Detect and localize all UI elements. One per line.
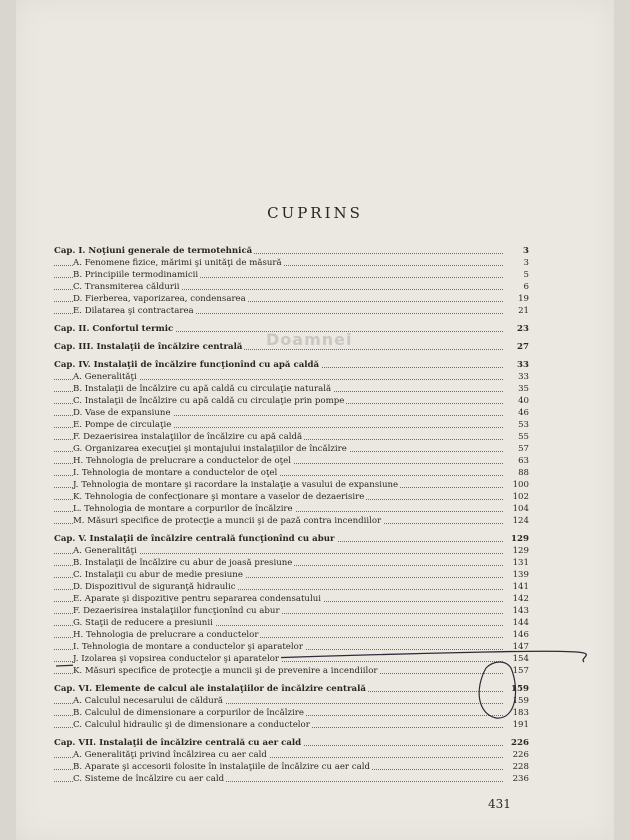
- toc-entry-label: J. Tehnologia de montare şi racordare la instalaţie a vasului de expansiune: [73, 480, 399, 490]
- toc-page-number: 63: [503, 455, 529, 467]
- toc-page-number: 131: [503, 557, 529, 569]
- toc-page-number: 236: [503, 773, 529, 785]
- toc-section-row: [54, 395, 529, 407]
- toc-entry-label: Cap. II. Confortul termic: [54, 324, 174, 334]
- toc-page-number: 146: [503, 629, 529, 641]
- toc-page-number: 228: [503, 761, 529, 773]
- toc-page-number: 3: [503, 245, 529, 257]
- toc-page-number: 23: [503, 323, 529, 335]
- toc-page-number: 100: [503, 479, 529, 491]
- toc-section-row: [54, 629, 529, 641]
- toc-entry-label: A. Fenomene fizice, mărimi şi unităţi de măsură: [73, 258, 282, 268]
- toc-entry-label: Cap. VII. Instalaţii de încălzire centrală cu aer cald: [54, 738, 302, 748]
- toc-entry-label: B. Principiile termodinamicii: [73, 270, 199, 280]
- toc-page-number: 142: [503, 593, 529, 605]
- toc-entry-label: Cap. V. Instalaţii de încălzire centrală funcţionînd cu abur: [54, 534, 335, 544]
- toc-entry-label: Cap. VI. Elemente de calcul ale instalaţiilor de încălzire centrală: [54, 684, 366, 694]
- toc-section-row: [54, 257, 529, 269]
- toc-section-row: [54, 593, 529, 605]
- toc-entry-label: D. Dispozitivul de siguranţă hidraulic: [73, 582, 236, 592]
- page-number: 431: [488, 797, 511, 811]
- toc-page-number: 226: [503, 737, 529, 749]
- toc-section-row: [54, 515, 529, 527]
- toc-entry-label: H. Tehnologia de prelucrare a conductelor: [73, 630, 259, 640]
- toc-section-row: [54, 581, 529, 593]
- toc-entry-label: E. Aparate şi dispozitive pentru separarea condensatului: [73, 594, 321, 604]
- toc-section-row: [54, 617, 529, 629]
- toc-page-number: 104: [503, 503, 529, 515]
- toc-section-row: [54, 293, 529, 305]
- toc-entry-label: G. Staţii de reducere a presiunii: [73, 618, 213, 628]
- toc-section-row: [54, 545, 529, 557]
- toc-section-row: [54, 605, 529, 617]
- toc-page-number: 141: [503, 581, 529, 593]
- toc-section-row: [54, 569, 529, 581]
- toc-page-number: 33: [503, 359, 529, 371]
- toc-entry-label: K. Tehnologia de confecţionare şi montare a vaselor de dezaerisire: [73, 492, 365, 502]
- toc-entry-label: Cap. IV. Instalaţii de încălzire funcţionînd cu apă caldă: [54, 360, 320, 370]
- toc-entry-label: C. Instalaţii de încălzire cu apă caldă cu circulaţie prin pompe: [73, 396, 345, 406]
- toc-section-row: [54, 707, 529, 719]
- toc-entry-label: J. Izolarea şi vopsirea conductelor şi aparatelor: [73, 654, 279, 664]
- toc-entry-label: C. Sisteme de încălzire cu aer cald: [73, 774, 225, 784]
- toc-section-row: [54, 653, 529, 665]
- toc-entry-label: A. Calculul necesarului de căldură: [73, 696, 223, 706]
- toc-page-number: 159: [503, 683, 529, 695]
- table-of-contents: [54, 245, 529, 785]
- toc-section-row: [54, 455, 529, 467]
- toc-entry-label: L. Tehnologia de montare a corpurilor de încălzire: [73, 504, 293, 514]
- toc-section-row: [54, 491, 529, 503]
- book-page: [16, 0, 614, 840]
- toc-section-row: [54, 749, 529, 761]
- toc-entry-label: H. Tehnologia de prelucrare a conductelor de oţel: [73, 456, 291, 466]
- toc-section-row: [54, 443, 529, 455]
- toc-page-number: 27: [503, 341, 529, 353]
- toc-entry-label: B. Instalaţii de încălzire cu apă caldă cu circulaţie naturală: [73, 384, 332, 394]
- toc-section-row: [54, 719, 529, 731]
- toc-page-number: 157: [503, 665, 529, 677]
- toc-entry-label: I. Tehnologia de montare a conductelor şi aparatelor: [73, 642, 303, 652]
- toc-entry-label: B. Instalaţii de încălzire cu abur de joasă presiune: [73, 558, 293, 568]
- toc-entry-label: K. Măsuri specifice de protecţie a muncii şi de prevenire a incendiilor: [73, 666, 378, 676]
- toc-entry-label: C. Instalaţii cu abur de medie presiune: [73, 570, 243, 580]
- toc-entry-label: B. Aparate şi accesorii folosite în instalaţiile de încălzire cu aer cald: [73, 762, 370, 772]
- toc-page-number: 124: [503, 515, 529, 527]
- toc-section-row: [54, 371, 529, 383]
- page-title: CUPRINS: [267, 204, 363, 222]
- toc-page-number: 143: [503, 605, 529, 617]
- toc-page-number: 33: [503, 371, 529, 383]
- toc-entry-label: B. Calculul de dimensionare a corpurilor de încălzire: [73, 708, 304, 718]
- toc-entry-label: I. Tehnologia de montare a conductelor de oţel: [73, 468, 278, 478]
- toc-page-number: 57: [503, 443, 529, 455]
- toc-section-row: [54, 269, 529, 281]
- toc-page-number: 55: [503, 431, 529, 443]
- toc-section-row: [54, 479, 529, 491]
- toc-page-number: 147: [503, 641, 529, 653]
- toc-page-number: 129: [503, 545, 529, 557]
- toc-entry-label: D. Vase de expansiune: [73, 408, 171, 418]
- toc-page-number: 154: [503, 653, 529, 665]
- toc-chapter-row: [54, 341, 529, 353]
- toc-section-row: [54, 467, 529, 479]
- toc-page-number: 21: [503, 305, 529, 317]
- toc-page-number: 191: [503, 719, 529, 731]
- toc-section-row: [54, 503, 529, 515]
- toc-page-number: 102: [503, 491, 529, 503]
- toc-entry-label: Cap. III. Instalaţii de încălzire centrală: [54, 342, 243, 352]
- toc-section-row: [54, 383, 529, 395]
- toc-section-row: [54, 695, 529, 707]
- toc-section-row: [54, 665, 529, 677]
- toc-chapter-row: [54, 245, 529, 257]
- toc-page-number: 53: [503, 419, 529, 431]
- toc-page-number: 88: [503, 467, 529, 479]
- watermark-text: Doamnei: [266, 330, 353, 349]
- toc-entry-label: G. Organizarea execuţiei şi montajului instalaţiilor de încălzire: [73, 444, 347, 454]
- toc-page-number: 144: [503, 617, 529, 629]
- toc-page-number: 19: [503, 293, 529, 305]
- toc-page-number: 5: [503, 269, 529, 281]
- toc-page-number: 3: [503, 257, 529, 269]
- toc-section-row: [54, 761, 529, 773]
- toc-chapter-row: [54, 533, 529, 545]
- toc-page-number: 6: [503, 281, 529, 293]
- toc-entry-label: A. Generalităţi: [73, 546, 137, 556]
- toc-section-row: [54, 431, 529, 443]
- toc-entry-label: C. Transmiterea căldurii: [73, 282, 180, 292]
- toc-entry-label: M. Măsuri specifice de protecţie a muncii şi de pază contra incendiilor: [73, 516, 382, 526]
- toc-chapter-row: [54, 323, 529, 335]
- toc-entry-label: Cap. I. Noţiuni generale de termotehnică: [54, 246, 253, 256]
- toc-entry-label: A. Generalităţi: [73, 372, 137, 382]
- toc-page-number: 139: [503, 569, 529, 581]
- toc-entry-label: E. Dilatarea şi contractarea: [73, 306, 194, 316]
- toc-section-row: [54, 281, 529, 293]
- toc-chapter-row: [54, 359, 529, 371]
- toc-chapter-row: [54, 737, 529, 749]
- toc-section-row: [54, 305, 529, 317]
- toc-page-number: 226: [503, 749, 529, 761]
- toc-entry-label: D. Fierberea, vaporizarea, condensarea: [73, 294, 246, 304]
- toc-page-number: 129: [503, 533, 529, 545]
- toc-entry-label: A. Generalităţi privind încălzirea cu aer cald: [73, 750, 267, 760]
- toc-section-row: [54, 557, 529, 569]
- toc-page-number: 40: [503, 395, 529, 407]
- toc-entry-label: E. Pompe de circulaţie: [73, 420, 172, 430]
- toc-chapter-row: [54, 683, 529, 695]
- toc-section-row: [54, 773, 529, 785]
- toc-page-number: 183: [503, 707, 529, 719]
- toc-page-number: 35: [503, 383, 529, 395]
- toc-page-number: 46: [503, 407, 529, 419]
- toc-section-row: [54, 407, 529, 419]
- toc-page-number: 159: [503, 695, 529, 707]
- toc-entry-label: F. Dezaerisirea instalaţiilor de încălzire cu apă caldă: [73, 432, 303, 442]
- toc-section-row: [54, 419, 529, 431]
- toc-entry-label: C. Calculul hidraulic şi de dimensionare a conductelor: [73, 720, 310, 730]
- toc-section-row: [54, 641, 529, 653]
- toc-entry-label: F. Dezaerisirea instalaţiilor funcţionînd cu abur: [73, 606, 280, 616]
